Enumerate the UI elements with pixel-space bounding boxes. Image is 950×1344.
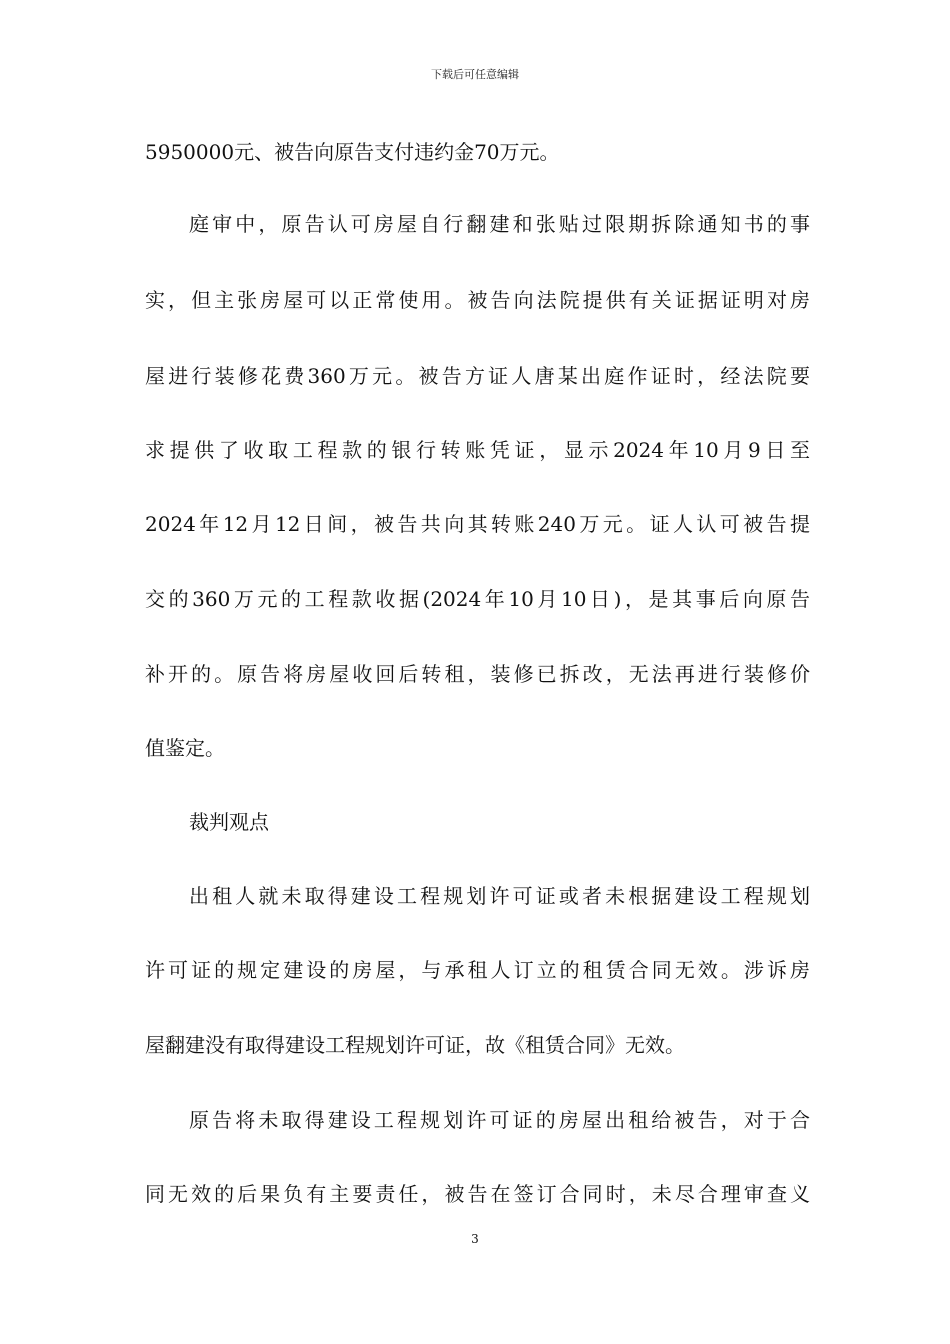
paragraph-line: 实，但主张房屋可以正常使用。被告向法院提供有关证据证明对房 [145, 288, 810, 312]
paragraph-line: 屋进行装修花费360万元。被告方证人唐某出庭作证时，经法院要 [145, 364, 810, 388]
paragraph-line: 求提供了收取工程款的银行转账凭证，显示2024年10月9日至 [145, 438, 810, 462]
paragraph-line: 屋翻建没有取得建设工程规划许可证，故《租赁合同》无效。 [145, 1033, 685, 1057]
paragraph-line: 庭审中，原告认可房屋自行翻建和张贴过限期拆除通知书的事 [189, 212, 810, 236]
paragraph-line: 原告将未取得建设工程规划许可证的房屋出租给被告，对于合 [189, 1108, 810, 1132]
page-header: 下载后可任意编辑 [431, 68, 519, 81]
paragraph-line: 值鉴定。 [145, 736, 225, 760]
paragraph-line: 2024年12月12日间，被告共向其转账240万元。证人认可被告提 [145, 512, 810, 536]
paragraph-line: 出租人就未取得建设工程规划许可证或者未根据建设工程规划 [189, 884, 810, 908]
paragraph-line: 补开的。原告将房屋收回后转租，装修已拆改，无法再进行装修价 [145, 662, 810, 686]
paragraph-line: 交的360万元的工程款收据(2024年10月10日)，是其事后向原告 [145, 587, 810, 611]
paragraph-line: 许可证的规定建设的房屋，与承租人订立的租赁合同无效。涉诉房 [145, 958, 810, 982]
paragraph-line: 5950000元、被告向原告支付违约金70万元。 [145, 140, 560, 164]
section-heading: 裁判观点 [189, 810, 269, 834]
page-number: 3 [471, 1232, 479, 1246]
paragraph-line: 同无效的后果负有主要责任，被告在签订合同时，未尽合理审查义 [145, 1182, 810, 1206]
